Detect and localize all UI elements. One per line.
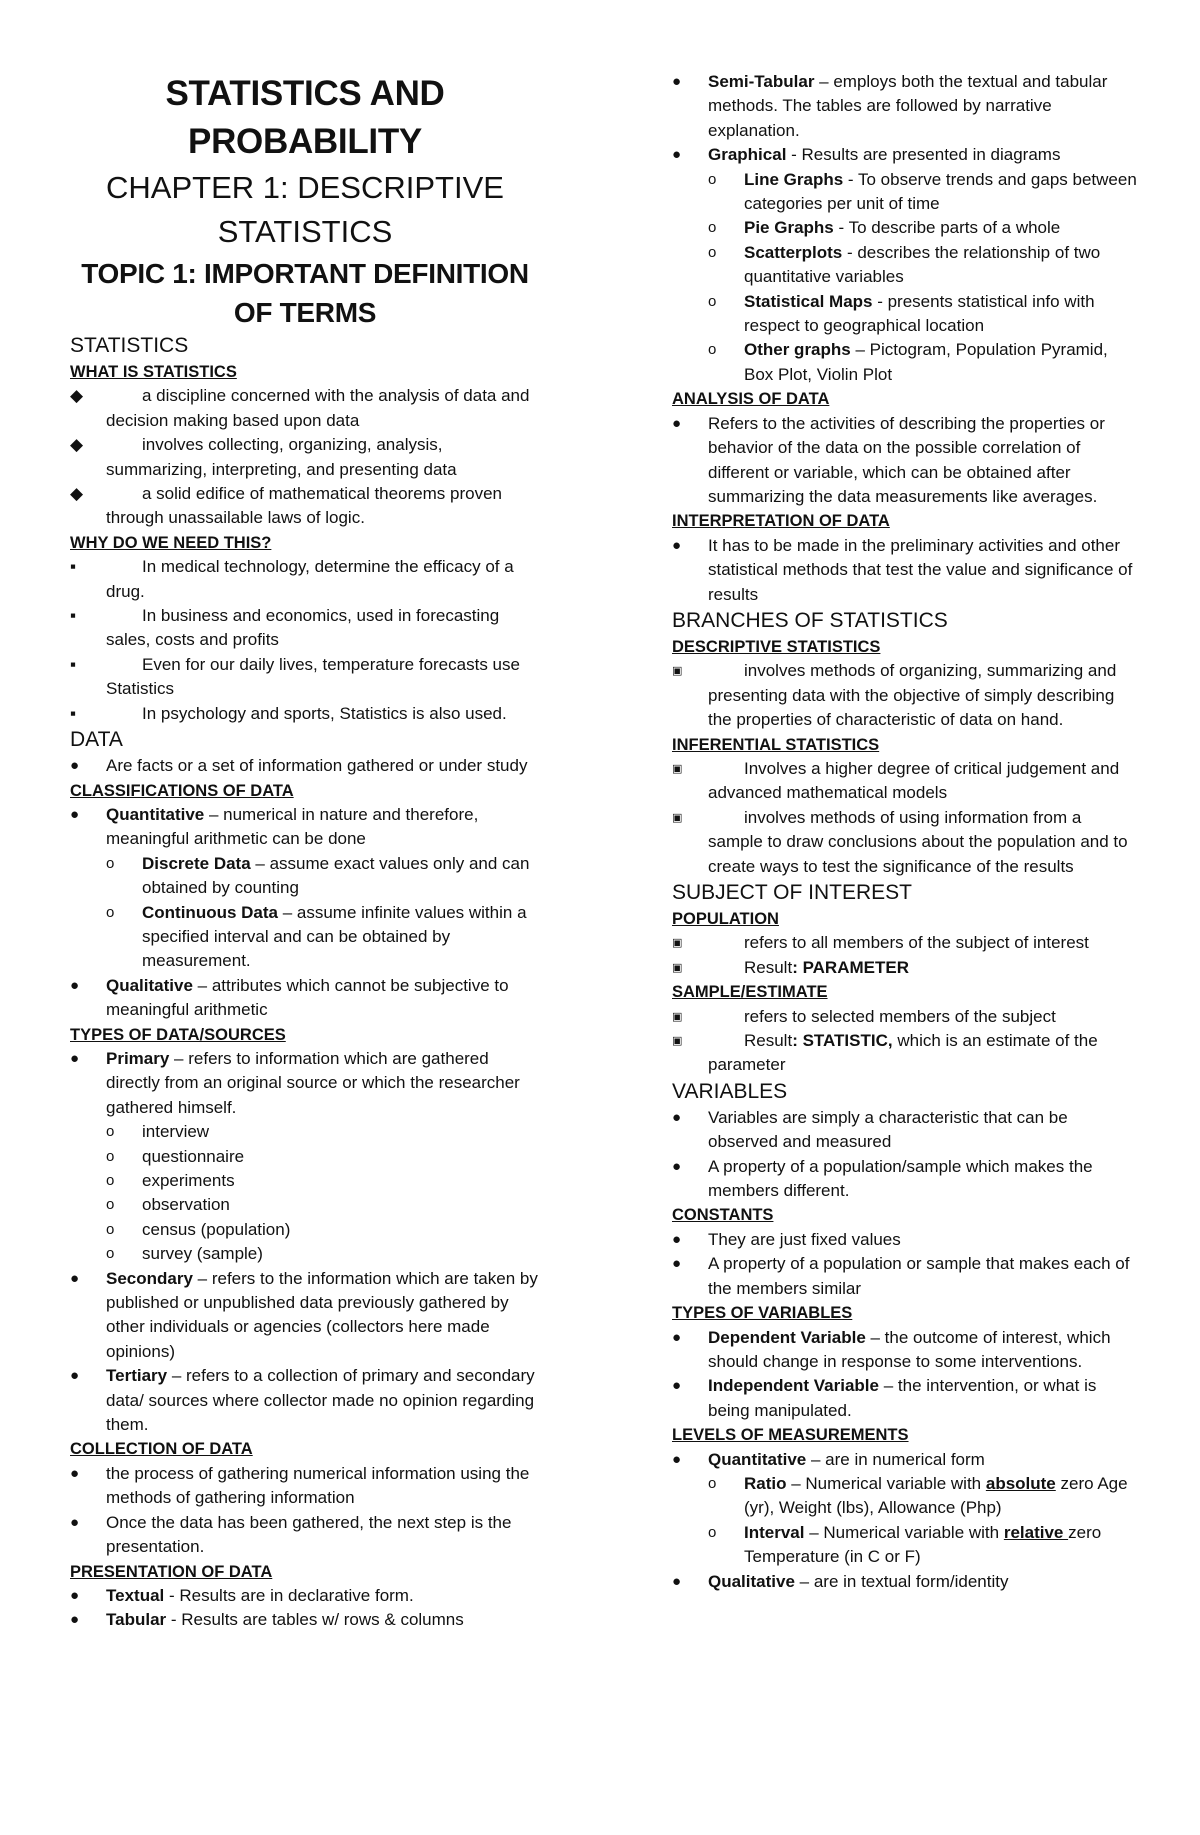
- subsection-heading: INTERPRETATION OF DATA: [672, 512, 890, 531]
- section-heading: DATA: [70, 728, 123, 752]
- list-item: [70, 653, 540, 702]
- item-text: experiments: [142, 1171, 235, 1190]
- list-item: [70, 1364, 540, 1437]
- item-text: interview: [142, 1122, 210, 1142]
- subsection-heading: ANALYSIS OF DATA: [672, 390, 830, 409]
- bullet-marker: ▣: [672, 1034, 683, 1048]
- item-text: - presents statistical info with respect to geographical location: [744, 291, 1095, 336]
- bullet-marker: o: [106, 854, 115, 872]
- list-item: [70, 702, 540, 726]
- bullet-marker: ▪: [70, 606, 77, 626]
- item-text: refers to selected members of the subject: [744, 1006, 1056, 1026]
- item-text: – the outcome of interest, which should change in response to some interventions.: [708, 1327, 1111, 1371]
- bullet-marker: ●: [672, 1377, 682, 1395]
- bullet-marker: ▪: [70, 654, 77, 674]
- item-text: – employs both the textual and tabular methods. The tables are followed by narrative explanation.: [708, 72, 1108, 140]
- item-text: Involves a higher degree of critical judgement and advanced mathematical models: [708, 758, 1120, 803]
- emphasis-text: relative: [1003, 1522, 1069, 1542]
- list-item: [70, 604, 540, 653]
- item-text: In psychology and sports, Statistics is also used.: [142, 703, 507, 723]
- list-item: [672, 1374, 1140, 1423]
- list-item: [70, 1267, 540, 1365]
- bullet-marker: ●: [672, 1230, 682, 1248]
- list-item: [672, 1252, 1140, 1301]
- bullet-marker: ●: [672, 146, 682, 164]
- bullet-marker: ▣: [672, 810, 683, 824]
- list-item: [70, 901, 540, 974]
- term-label: Tertiary: [106, 1366, 168, 1386]
- item-text: – Pictogram, Population Pyramid, Box Plot, Violin Plot: [744, 340, 1108, 384]
- subsection-heading: CLASSIFICATIONS OF DATA: [70, 781, 294, 800]
- list-item: [672, 168, 1140, 217]
- item-text-after: which is an estimate of the parameter: [708, 1031, 1098, 1075]
- list-item: [70, 1608, 540, 1632]
- list-item: [672, 757, 1140, 806]
- term-label: Secondary: [106, 1268, 193, 1288]
- bullet-marker: ●: [672, 1157, 682, 1175]
- bullet-marker: ●: [70, 1049, 80, 1067]
- chapter-title: CHAPTER 1: DESCRIPTIVE STATISTICS: [106, 170, 504, 249]
- item-text: refers to all members of the subject of interest: [744, 933, 1089, 953]
- list-item: [70, 974, 540, 1023]
- bullet-marker: ●: [672, 73, 682, 90]
- bullet-marker: ▣: [672, 960, 683, 974]
- bullet-marker: ▪: [70, 703, 77, 723]
- subsection-heading: INFERENTIAL STATISTICS: [672, 735, 880, 754]
- left-content: [70, 332, 540, 1633]
- item-text-after: zero Temperature (in C or F): [744, 1522, 1102, 1567]
- term-label: Qualitative: [708, 1571, 795, 1591]
- item-text: survey (sample): [142, 1244, 263, 1264]
- list-item: [672, 1448, 1140, 1472]
- list-item: [672, 1570, 1140, 1594]
- item-text: – refers to a collection of primary and secondary data/ sources where collector made no opinion regarding them.: [106, 1366, 535, 1435]
- item-text: – are in textual form/identity: [794, 1571, 1009, 1591]
- item-text: A property of a population or sample that makes each of the members similar: [708, 1254, 1130, 1298]
- item-text: the process of gathering numerical information using the methods of gathering information: [106, 1463, 530, 1508]
- bullet-marker: o: [708, 219, 717, 237]
- section-heading: STATISTICS: [70, 334, 189, 357]
- item-text: - Results are tables w/ rows & columns: [166, 1610, 464, 1630]
- bullet-marker: ●: [672, 1450, 682, 1468]
- subsection-heading: POPULATION: [672, 910, 779, 928]
- bullet-marker: ●: [672, 1328, 682, 1346]
- result-label: : PARAMETER: [792, 957, 909, 977]
- bullet-marker: o: [106, 1196, 115, 1214]
- subsection-heading: TYPES OF VARIABLES: [672, 1304, 853, 1323]
- subsection-heading: WHAT IS STATISTICS: [70, 363, 237, 381]
- bullet-marker: ▣: [672, 664, 683, 678]
- term-label: Quantitative: [708, 1449, 807, 1469]
- list-item: [672, 1326, 1140, 1375]
- item-text: involves methods of using information from a sample to draw conclusions about the population and to create ways to test the significance of the results: [708, 807, 1128, 876]
- subsection-heading: WHY DO WE NEED THIS?: [70, 533, 272, 552]
- item-text: - Results are in declarative form.: [164, 1585, 414, 1605]
- item-text: involves methods of organizing, summarizing and presenting data with the objective of simply describing the properties of characteristic of data on hand.: [708, 661, 1117, 730]
- subsection-heading: TYPES OF DATA/SOURCES: [70, 1025, 286, 1044]
- list-item: [70, 1242, 540, 1266]
- list-item: [70, 1218, 540, 1242]
- bullet-marker: o: [708, 341, 717, 359]
- term-label: Statistical Maps: [744, 291, 873, 311]
- list-item: [672, 931, 1140, 955]
- term-label: Independent Variable: [708, 1376, 879, 1396]
- list-item: [70, 433, 540, 482]
- list-item: [70, 1511, 540, 1560]
- term-label: Graphical: [708, 145, 787, 165]
- list-item: [672, 338, 1140, 387]
- list-item: [70, 482, 540, 531]
- subsection-heading: COLLECTION OF DATA: [70, 1440, 253, 1459]
- item-text: - Results are presented in diagrams: [786, 145, 1061, 165]
- list-item: [70, 754, 540, 778]
- list-item: [672, 143, 1140, 167]
- list-item: [70, 1145, 540, 1169]
- bullet-marker: o: [708, 292, 717, 310]
- item-text: In medical technology, determine the efficacy of a drug.: [106, 557, 514, 601]
- section-heading: VARIABLES: [672, 1079, 788, 1103]
- item-text: Are facts or a set of information gathered or under study: [106, 756, 528, 776]
- bullet-marker: ●: [70, 1611, 80, 1629]
- bullet-marker: ●: [70, 1513, 80, 1531]
- bullet-marker: o: [708, 170, 717, 188]
- list-item: [672, 70, 1140, 143]
- list-item: [70, 384, 540, 433]
- item-text: – assume exact values only and can obtained by counting: [142, 853, 530, 898]
- list-item: [672, 290, 1140, 339]
- list-item: [672, 659, 1140, 732]
- term-label: Semi-Tabular: [708, 72, 815, 91]
- right-column: [672, 70, 1140, 1594]
- bullet-marker: ●: [70, 805, 80, 823]
- bullet-marker: ●: [672, 1572, 682, 1590]
- list-item: [672, 1521, 1140, 1570]
- bullet-marker: ●: [70, 976, 80, 994]
- bullet-marker: o: [708, 1474, 717, 1492]
- right-content: [672, 70, 1140, 1594]
- section-heading: SUBJECT OF INTEREST: [672, 881, 912, 904]
- item-text: In business and economics, used in forecasting sales, costs and profits: [106, 606, 500, 650]
- item-text: Result: [744, 1031, 793, 1051]
- bullet-marker: ●: [672, 536, 682, 554]
- item-text: Refers to the activities of describing the properties or behavior of the data on the possible correlation of different or variable, which can be obtained after summarizing the data measurements like averages.: [708, 413, 1105, 506]
- item-text: Result: [744, 957, 793, 977]
- item-text: – assume infinite values within a specified interval and can be obtained by measurement.: [142, 902, 527, 971]
- item-text: – Numerical variable with: [786, 1473, 986, 1493]
- item-text: – refers to information which are gathered directly from an original source or which the researcher gathered himself.: [106, 1048, 520, 1117]
- bullet-marker: ●: [70, 1269, 80, 1287]
- bullet-marker: ●: [70, 1367, 80, 1385]
- bullet-marker: ●: [672, 414, 682, 432]
- bullet-marker: ◆: [70, 484, 84, 504]
- list-item: [70, 1169, 540, 1193]
- bullet-marker: o: [708, 243, 717, 261]
- topic-title: TOPIC 1: IMPORTANT DEFINITION OF TERMS: [81, 258, 529, 328]
- term-label: Scatterplots: [744, 242, 843, 262]
- item-text: – the intervention, or what is being manipulated.: [708, 1376, 1097, 1420]
- bullet-marker: o: [106, 1245, 115, 1263]
- item-text: – attributes which cannot be subjective to meaningful arithmetic: [106, 975, 509, 1020]
- list-item: [672, 956, 1140, 980]
- document-title: STATISTICS AND PROBABILITY: [165, 74, 445, 161]
- list-item: [672, 1005, 1140, 1029]
- item-text-after: zero Age (yr), Weight (lbs), Allowance (Php): [744, 1473, 1128, 1518]
- list-item: [70, 803, 540, 852]
- item-text: – are in numerical form: [806, 1449, 985, 1469]
- list-item: [70, 1193, 540, 1217]
- item-text: - To observe trends and gaps between categories per unit of time: [744, 169, 1137, 214]
- item-text: Once the data has been gathered, the next step is the presentation.: [106, 1512, 512, 1557]
- bullet-marker: ●: [672, 1255, 682, 1273]
- list-item: [70, 1047, 540, 1120]
- bullet-marker: ◆: [70, 435, 84, 455]
- term-label: Line Graphs: [744, 169, 844, 189]
- term-label: Discrete Data: [142, 853, 251, 873]
- subsection-heading: PRESENTATION OF DATA: [70, 1562, 273, 1581]
- bullet-marker: ◆: [70, 386, 84, 406]
- term-label: Qualitative: [106, 975, 193, 995]
- subsection-heading: CONSTANTS: [672, 1206, 774, 1225]
- list-item: [672, 1228, 1140, 1252]
- list-item: [672, 1472, 1140, 1521]
- bullet-marker: o: [106, 1123, 115, 1141]
- bullet-marker: o: [106, 1172, 115, 1189]
- bullet-marker: ▣: [672, 1009, 683, 1023]
- item-text: observation: [142, 1195, 230, 1215]
- bullet-marker: ●: [70, 757, 80, 775]
- bullet-marker: ▣: [672, 761, 683, 775]
- list-item: [672, 412, 1140, 510]
- item-text: questionnaire: [142, 1146, 245, 1166]
- list-item: [672, 1155, 1140, 1204]
- subsection-heading: DESCRIPTIVE STATISTICS: [672, 637, 881, 656]
- term-label: Ratio: [744, 1473, 787, 1493]
- term-label: Quantitative: [106, 804, 205, 824]
- bullet-marker: ●: [672, 1108, 682, 1126]
- item-text: A property of a population/sample which makes the members different.: [708, 1156, 1093, 1201]
- left-column: [70, 70, 540, 1633]
- bullet-marker: ●: [70, 1586, 80, 1604]
- term-label: Dependent Variable: [708, 1327, 866, 1347]
- list-item: [672, 1106, 1140, 1155]
- list-item: [672, 806, 1140, 879]
- item-text: – refers to the information which are taken by published or unpublished data previously gathered by other individuals or agencies (collectors here made opinions): [106, 1268, 538, 1361]
- list-item: [672, 1029, 1140, 1078]
- item-text: a discipline concerned with the analysis of data and decision making based upon data: [106, 386, 530, 430]
- emphasis-text: absolute: [985, 1473, 1056, 1493]
- item-text: - describes the relationship of two quantitative variables: [744, 242, 1101, 287]
- term-label: Other graphs: [744, 340, 851, 360]
- term-label: Pie Graphs: [744, 218, 834, 238]
- bullet-marker: o: [106, 1220, 115, 1238]
- list-item: [70, 1462, 540, 1511]
- list-item: [70, 555, 540, 604]
- bullet-marker: ▪: [70, 557, 77, 577]
- item-text: - To describe parts of a whole: [833, 218, 1061, 238]
- list-item: [70, 852, 540, 901]
- item-text: involves collecting, organizing, analysis, summarizing, interpreting, and presenting data: [106, 435, 457, 479]
- term-label: Continuous Data: [142, 902, 278, 922]
- bullet-marker: o: [106, 903, 115, 921]
- list-item: [672, 534, 1140, 607]
- term-label: Primary: [106, 1048, 170, 1068]
- term-label: Tabular: [106, 1610, 167, 1630]
- item-text: It has to be made in the preliminary activities and other statistical methods that test the value and significance of results: [708, 535, 1133, 604]
- bullet-marker: ▣: [672, 936, 683, 950]
- list-item: [672, 216, 1140, 240]
- item-text: Variables are simply a characteristic that can be observed and measured: [708, 1107, 1068, 1152]
- result-label: : STATISTIC,: [792, 1031, 893, 1051]
- list-item: [70, 1584, 540, 1608]
- item-text: They are just fixed values: [708, 1229, 901, 1249]
- subsection-heading: LEVELS OF MEASUREMENTS: [672, 1426, 909, 1445]
- bullet-marker: o: [708, 1523, 717, 1541]
- item-text: a solid edifice of mathematical theorems proven through unassailable laws of logic.: [106, 484, 503, 528]
- term-label: Interval: [744, 1522, 805, 1542]
- list-item: [70, 1120, 540, 1144]
- list-item: [672, 241, 1140, 290]
- section-heading: BRANCHES OF STATISTICS: [672, 608, 948, 632]
- item-text: census (population): [142, 1219, 291, 1239]
- bullet-marker: ●: [70, 1464, 80, 1482]
- subsection-heading: SAMPLE/ESTIMATE: [672, 983, 828, 1002]
- item-text: Even for our daily lives, temperature forecasts use Statistics: [106, 654, 520, 699]
- term-label: Textual: [106, 1585, 165, 1605]
- bullet-marker: o: [106, 1147, 115, 1165]
- item-text: – numerical in nature and therefore, meaningful arithmetic can be done: [106, 804, 479, 849]
- item-text: – Numerical variable with: [804, 1522, 1004, 1542]
